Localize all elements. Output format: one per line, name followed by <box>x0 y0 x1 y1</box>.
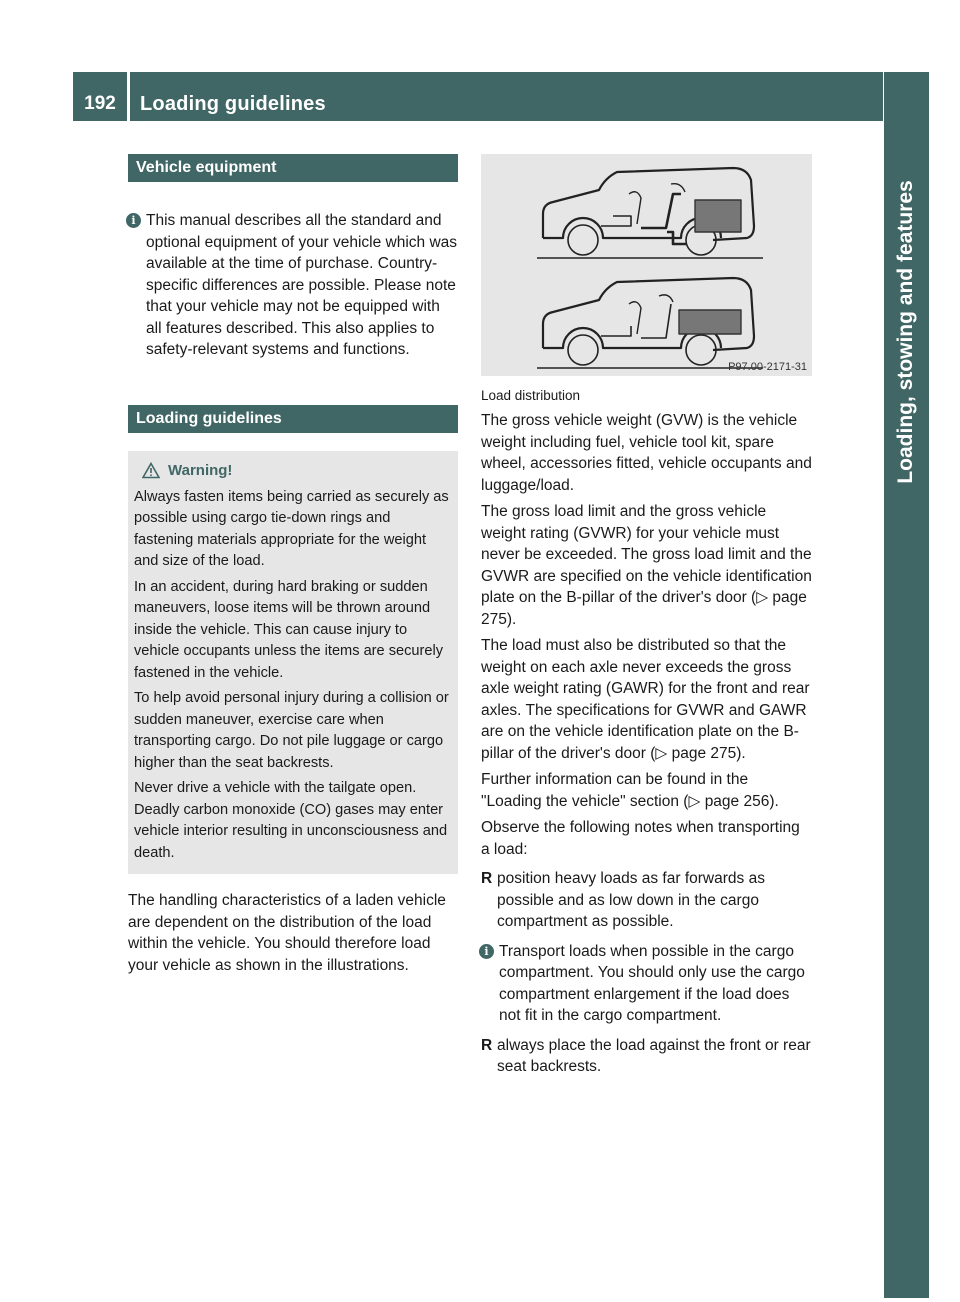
list-item <box>481 1035 812 1078</box>
header-divider <box>127 72 130 121</box>
warning-triangle-icon <box>142 462 160 479</box>
warning-paragraph: Always fasten items being carried as securely as possible using cargo tie-down rings and fastening materials appropriate for the weight and size of the load. <box>134 488 449 569</box>
vehicle-cutaway-diagram <box>481 154 812 376</box>
warning-paragraph: In an accident, during hard braking or sudden maneuvers, loose items will be thrown around inside the vehicle. This can cause injury to vehicle occupants unless the items are securely fastened in the vehicle. <box>134 578 444 681</box>
chapter-tab-label: Loading, stowing and features <box>894 180 917 484</box>
body-paragraph: The load must also be distributed so that the weight on each axle never exceeds the gross axle weight rating (GAWR) for the front and rear axles. The specifications for GVWR and GAWR are on the vehicle identification plate on the B-pillar of the driver's door (▷ page 275). <box>481 637 810 762</box>
body-paragraph: Further information can be found in the "Loading the vehicle" section (▷ page 256). <box>481 771 779 810</box>
warning-paragraph: Never drive a vehicle with the tailgate open. Deadly carbon monoxide (CO) gases may enter vehicle interior resulting in unconsciousness and death. <box>134 780 448 861</box>
page-number: 192 <box>84 93 116 114</box>
illustration-code: P97.00-2171-31 <box>728 361 807 373</box>
handling-paragraph: The handling characteristics of a laden vehicle are dependent on the distribution of the load within the vehicle. You should therefore load your vehicle as shown in the illustrations. <box>128 892 446 974</box>
warning-paragraph: To help avoid personal injury during a collision or sudden maneuver, exercise care when transporting cargo. Do not pile luggage or cargo higher than the seat backrests. <box>134 690 449 771</box>
body-paragraph: The gross vehicle weight (GVW) is the vehicle weight including fuel, vehicle tool kit, spare wheel, accessories fitted, vehicle occupants and luggage/load. <box>481 412 812 494</box>
bullet-mark: R <box>481 870 493 887</box>
section-heading-loading-guidelines: Loading guidelines <box>128 405 458 433</box>
warning-title <box>134 461 452 481</box>
left-column <box>128 154 458 976</box>
info-note-text: Transport loads when possible in the cargo compartment. You should only use the cargo compartment enlargement if the load does not fit in the cargo compartment. <box>499 942 805 1024</box>
info-note-vehicle-equipment <box>128 210 458 361</box>
warning-title-text: Warning! <box>168 461 233 479</box>
chapter-tab <box>884 72 929 1298</box>
info-note-transport <box>481 941 812 1027</box>
section-heading-vehicle-equipment: Vehicle equipment <box>128 154 458 182</box>
list-item-text: position heavy loads as far forwards as possible and as low down in the cargo compartment as possible. <box>497 870 765 930</box>
info-note-text: This manual describes all the standard and optional equipment of your vehicle which was available at the time of purchase. Country-specific differences are possible. Please note that your vehicle may not be equipped with all features described. This also applies to safety-relevant systems and functions. <box>146 212 458 358</box>
list-item-text: always place the load against the front or rear seat backrests. <box>497 1036 811 1075</box>
bullet-mark: R <box>481 1036 493 1054</box>
list-item <box>481 868 812 933</box>
info-icon: i <box>126 213 141 228</box>
load-distribution-illustration <box>481 154 812 376</box>
figure-caption: Load distribution <box>481 388 581 403</box>
page-title: Loading guidelines <box>140 93 326 115</box>
body-paragraph: Observe the following notes when transporting a load: <box>481 819 800 858</box>
page-header <box>73 72 883 121</box>
body-paragraph: The gross load limit and the gross vehicle weight rating (GVWR) for your vehicle must never be exceeded. The gross load limit and the GVWR are specified on the vehicle identification plate on the B-pillar of the driver's door (▷ page 275). <box>481 503 812 628</box>
warning-box <box>128 451 458 875</box>
info-icon: i <box>479 944 494 959</box>
right-column <box>481 154 812 1078</box>
